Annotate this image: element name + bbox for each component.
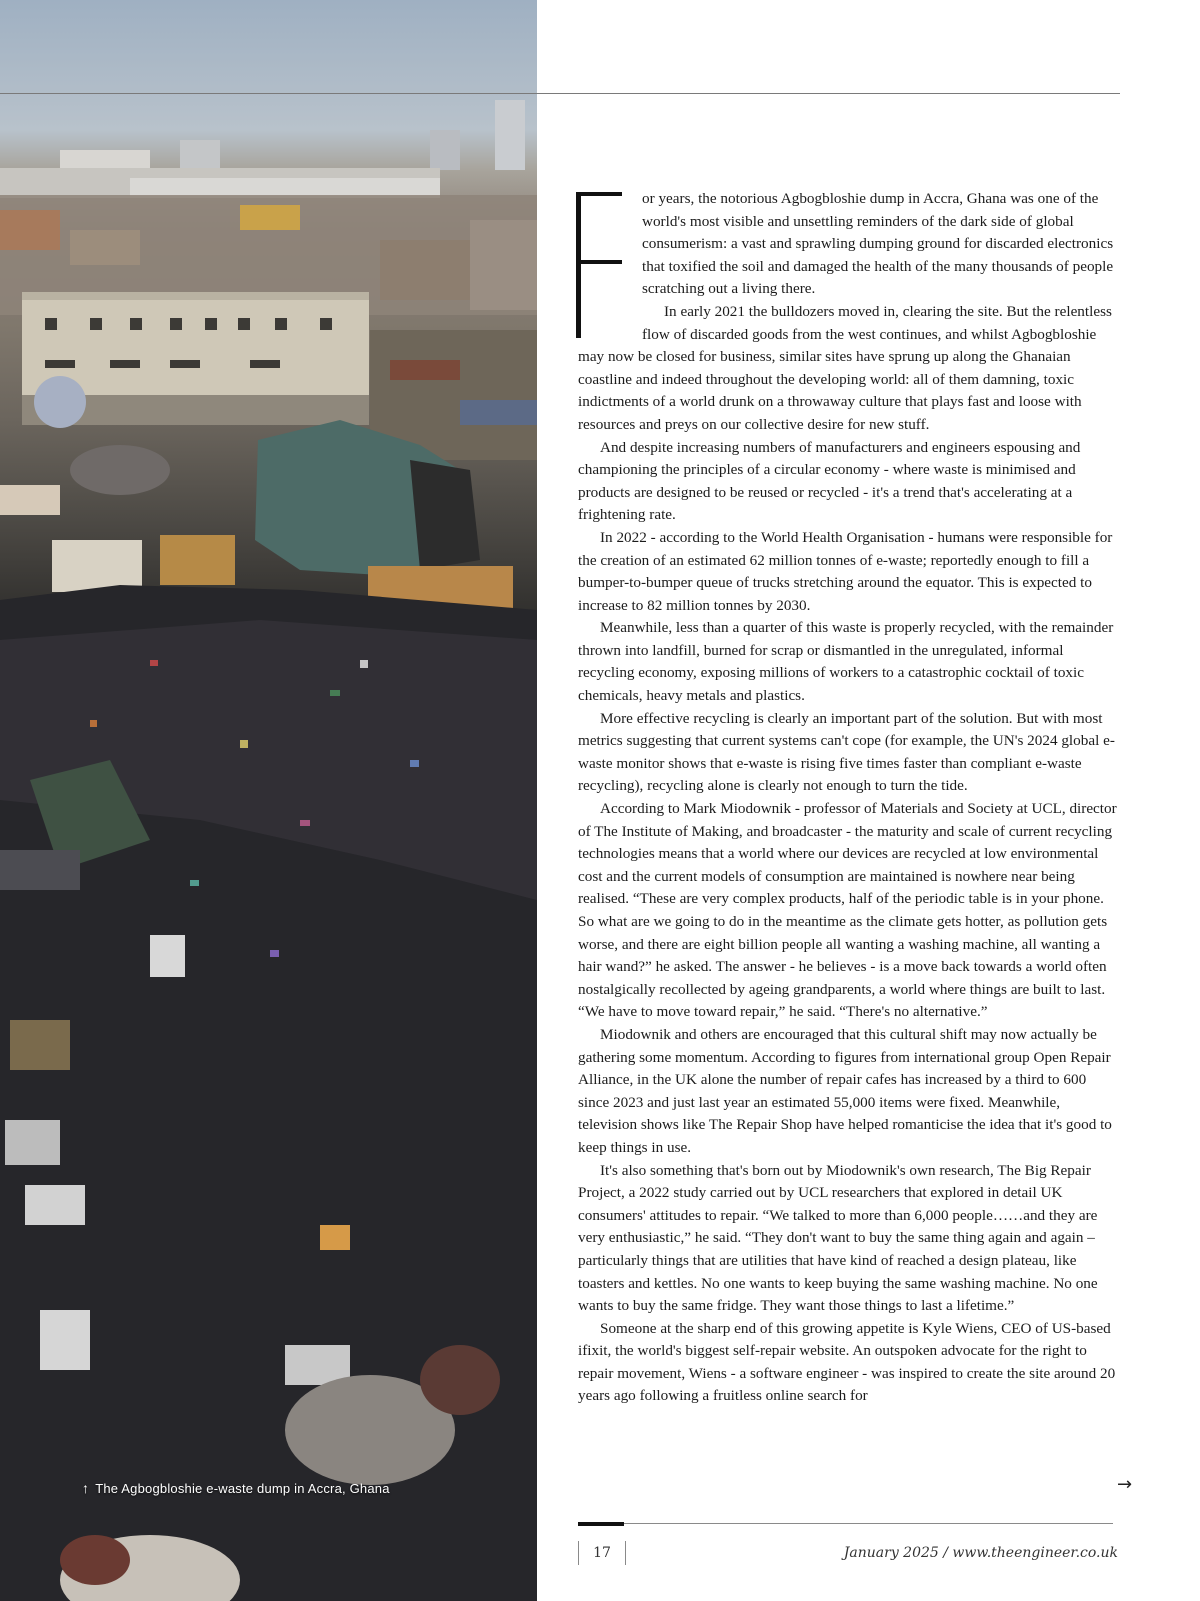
footer-rule [578, 1523, 1113, 1524]
issue-line[interactable]: January 2025 / www.theengineer.co.uk [843, 1545, 1118, 1561]
paragraph-6: More effective recycling is clearly an important part of the solution. But with most metrics suggesting that current systems can't cope (for example, the UN's 2024 global e-waste monitor shows that e-waste is rising five times faster than compliant e-waste recycling), recycling alone is clearly not enough to turn the tide. [578, 709, 1115, 795]
arrow-right-icon[interactable]: → [1117, 1474, 1133, 1495]
svg-text:F: F [576, 190, 577, 191]
article-photo [0, 0, 537, 1601]
drop-cap [576, 190, 642, 340]
arrow-up-icon: ↑ [82, 1480, 90, 1496]
photo-caption [82, 1480, 390, 1496]
footer-accent-bar [578, 1522, 624, 1526]
drop-cap-glyph [576, 190, 642, 340]
photo-caption-text: The Agbogbloshie e-waste dump in Accra, Ghana [95, 1480, 390, 1496]
photo-illustration [0, 0, 537, 1601]
top-rule [0, 93, 1120, 94]
article-body [578, 188, 1120, 1408]
paragraph-3: And despite increasing numbers of manufacturers and engineers espousing and championing the principles of a circular economy - where waste is minimised and products are designed to be reused or recycled - it's a trend that's accelerating at a frightening rate. [578, 438, 1081, 524]
paragraph-4: In 2022 - according to the World Health Organisation - humans were responsible for the creation of an estimated 62 million tonnes of e-waste; reportedly enough to fill a bumper-to-bumper queue of trucks stretching around the equator. This is expected to increase to 82 million tonnes by 2030. [578, 528, 1113, 614]
paragraph-2: In early 2021 the bulldozers moved in, clearing the site. But the relentless flow of discarded goods from the west continues, and whilst Agbogbloshie may now be closed for business, similar sites have sprung up along the Ghanaian coastline and indeed throughout the developing world: all of them damning, toxic indictments of a world drunk on a throwaway culture that plays fast and loose with resources and preys on our collective desire for new stuff. [578, 302, 1112, 433]
paragraph-9: It's also something that's born out by Miodownik's own research, The Big Repair Project, a 2022 study carried out by UCL researchers that explored in detail UK consumers' attitudes to repair. “We talked to more than 6,000 people……and they are very enthusiastic,” he said. “They don't want to buy the same thing again and again – particularly things that are utilities that have kind of reached a design plateau, like toasters and kettles. No one wants to keep buying the same washing machine. No one wants to buy the same fridge. They want those things to last a lifetime.” [578, 1161, 1098, 1315]
paragraph-7: According to Mark Miodownik - professor of Materials and Society at UCL, director of The Institute of Making, and broadcaster - the maturity and scale of current recycling technologies means that a world where our devices are recycled at low environmental cost and the current models of consumption are maintained is nowhere near being realised. “These are very complex products, half of the periodic table is in your phone. So what are we going to do in the meantime as the climate gets hotter, as pollution gets worse, and there are eight billion people all wanting a washing machine, all wanting a hair wand?” he asked. The answer - he believes - is a move back towards a world often nostalgically recollected by ageing grandparents, a world where things are built to last. “We have to move toward repair,” he said. “There's no alternative.” [578, 800, 1117, 1021]
page-number: 17 [578, 1541, 626, 1565]
paragraph-1 [578, 188, 1120, 301]
paragraph-1-text: or years, the notorious Agbogbloshie dump in Accra, Ghana was one of the world's most visible and unsettling reminders of the dark side of global consumerism: a vast and sprawling dumping ground for discarded electronics that toxified the soil and damaged the health of the many thousands of people scratching out a living there. [642, 190, 1114, 298]
paragraph-10: Someone at the sharp end of this growing appetite is Kyle Wiens, CEO of US-based ifixit, the world's biggest self-repair website. An outspoken advocate for the right to repair movement, Wiens - a software engineer - was inspired to create the site around 20 years ago following a fruitless online search for [578, 1319, 1116, 1405]
paragraph-5: Meanwhile, less than a quarter of this waste is properly recycled, with the remainder thrown into landfill, burned for scrap or dismantled in the unregulated, informal recycling economy, exposing millions of workers to a catastrophic cocktail of toxic chemicals, heavy metals and plastics. [578, 619, 1114, 705]
paragraph-8: Miodownik and others are encouraged that this cultural shift may now actually be gathering some momentum. According to figures from international group Open Repair Alliance, in the UK alone the number of repair cafes has increased by a third to 600 since 2023 and just last year an estimated 55,000 items were fixed. Meanwhile, television shows like The Repair Shop have helped romanticise the idea that it's good to keep things in use. [578, 1025, 1112, 1156]
